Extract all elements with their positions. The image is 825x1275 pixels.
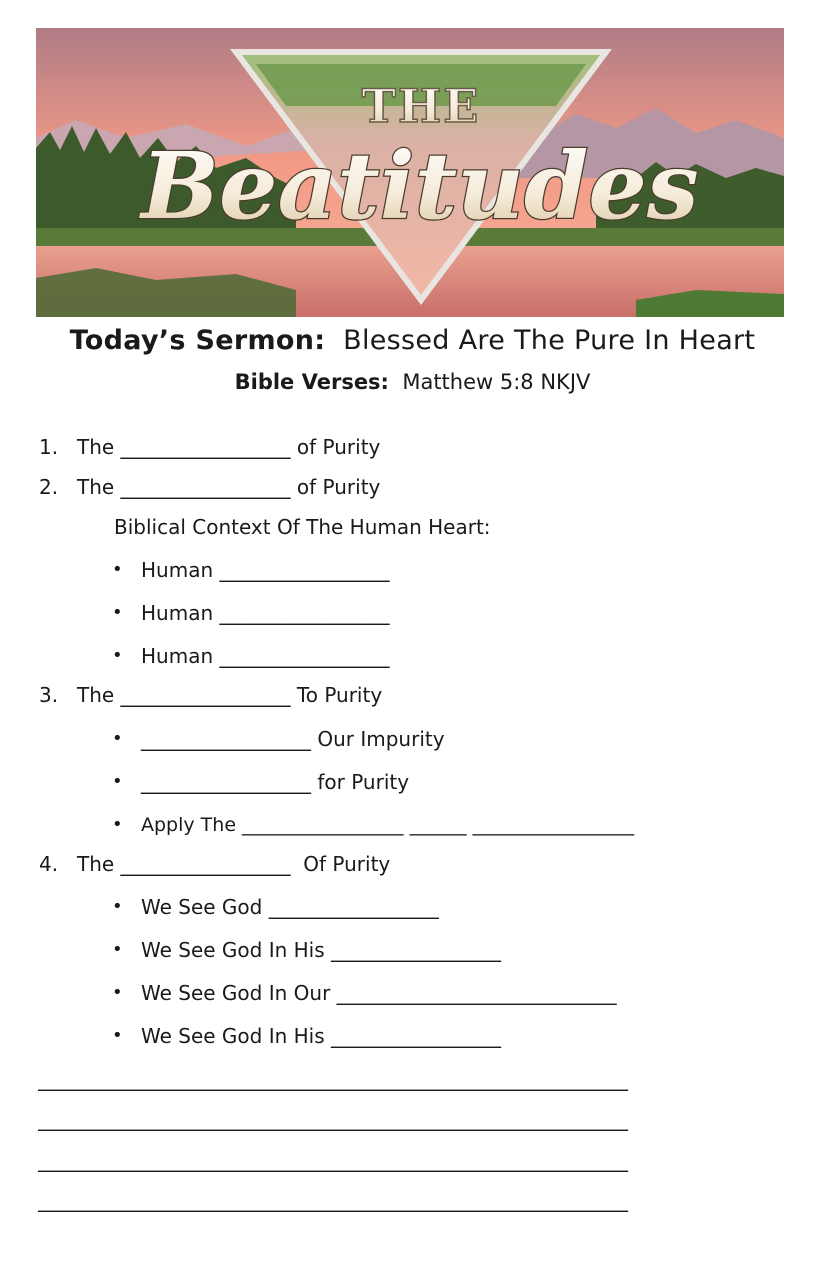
banner-title-main: Beatitudes bbox=[141, 132, 699, 240]
sermon-label: Today’s Sermon: bbox=[69, 325, 326, 356]
notes-line: ___________________________________________________________ bbox=[38, 1107, 628, 1131]
bullet-text: We See God In Our ____________________________ bbox=[141, 981, 617, 1005]
bullet-icon: • bbox=[112, 602, 123, 623]
bullet-icon: • bbox=[112, 645, 123, 666]
point-number: 2. bbox=[39, 475, 59, 499]
point-text: The _________________ of Purity bbox=[77, 475, 381, 499]
bullet-text: We See God _________________ bbox=[141, 895, 439, 919]
bullet-text: Apply The _________________ ______ _________________ bbox=[141, 814, 635, 836]
bullet-icon: • bbox=[112, 771, 123, 792]
bullet-text: Human _________________ bbox=[141, 558, 390, 582]
banner-title-top: THE bbox=[361, 79, 481, 133]
notes-line: ___________________________________________________________ bbox=[38, 1067, 628, 1091]
point-text: The _________________ of Purity bbox=[77, 435, 381, 459]
notes-line: ___________________________________________________________ bbox=[38, 1148, 628, 1172]
bullet-text: Human _________________ bbox=[141, 644, 390, 668]
bullet-icon: • bbox=[112, 896, 123, 917]
bullet-icon: • bbox=[112, 1025, 123, 1046]
point-number: 4. bbox=[39, 852, 59, 876]
sermon-title: Blessed Are The Pure In Heart bbox=[343, 325, 756, 356]
bullet-icon: • bbox=[112, 559, 123, 580]
point-number: 3. bbox=[39, 683, 59, 707]
bullet-icon: • bbox=[112, 982, 123, 1003]
context-text: Biblical Context Of The Human Heart: bbox=[114, 515, 491, 539]
point-text: The _________________ Of Purity bbox=[77, 852, 391, 876]
bullet-text: We See God In His _________________ bbox=[141, 1024, 502, 1048]
notes-line: ___________________________________________________________ bbox=[38, 1188, 628, 1212]
bullet-icon: • bbox=[112, 814, 123, 835]
bullet-icon: • bbox=[112, 939, 123, 960]
bullet-icon: • bbox=[112, 728, 123, 749]
bullet-text: We See God In His _________________ bbox=[141, 938, 502, 962]
point-text: The _________________ To Purity bbox=[77, 683, 383, 707]
bullet-text: _________________ Our Impurity bbox=[141, 727, 445, 751]
point-number: 1. bbox=[39, 435, 59, 459]
sermon-heading bbox=[0, 325, 825, 356]
bible-verses-heading bbox=[0, 370, 825, 394]
bullet-text: _________________ for Purity bbox=[141, 770, 410, 794]
bullet-text: Human _________________ bbox=[141, 601, 390, 625]
beatitudes-banner bbox=[36, 28, 784, 317]
verses-label: Bible Verses: bbox=[234, 370, 389, 394]
verses-reference: Matthew 5:8 NKJV bbox=[402, 370, 591, 394]
landscape-graphic bbox=[36, 28, 784, 317]
